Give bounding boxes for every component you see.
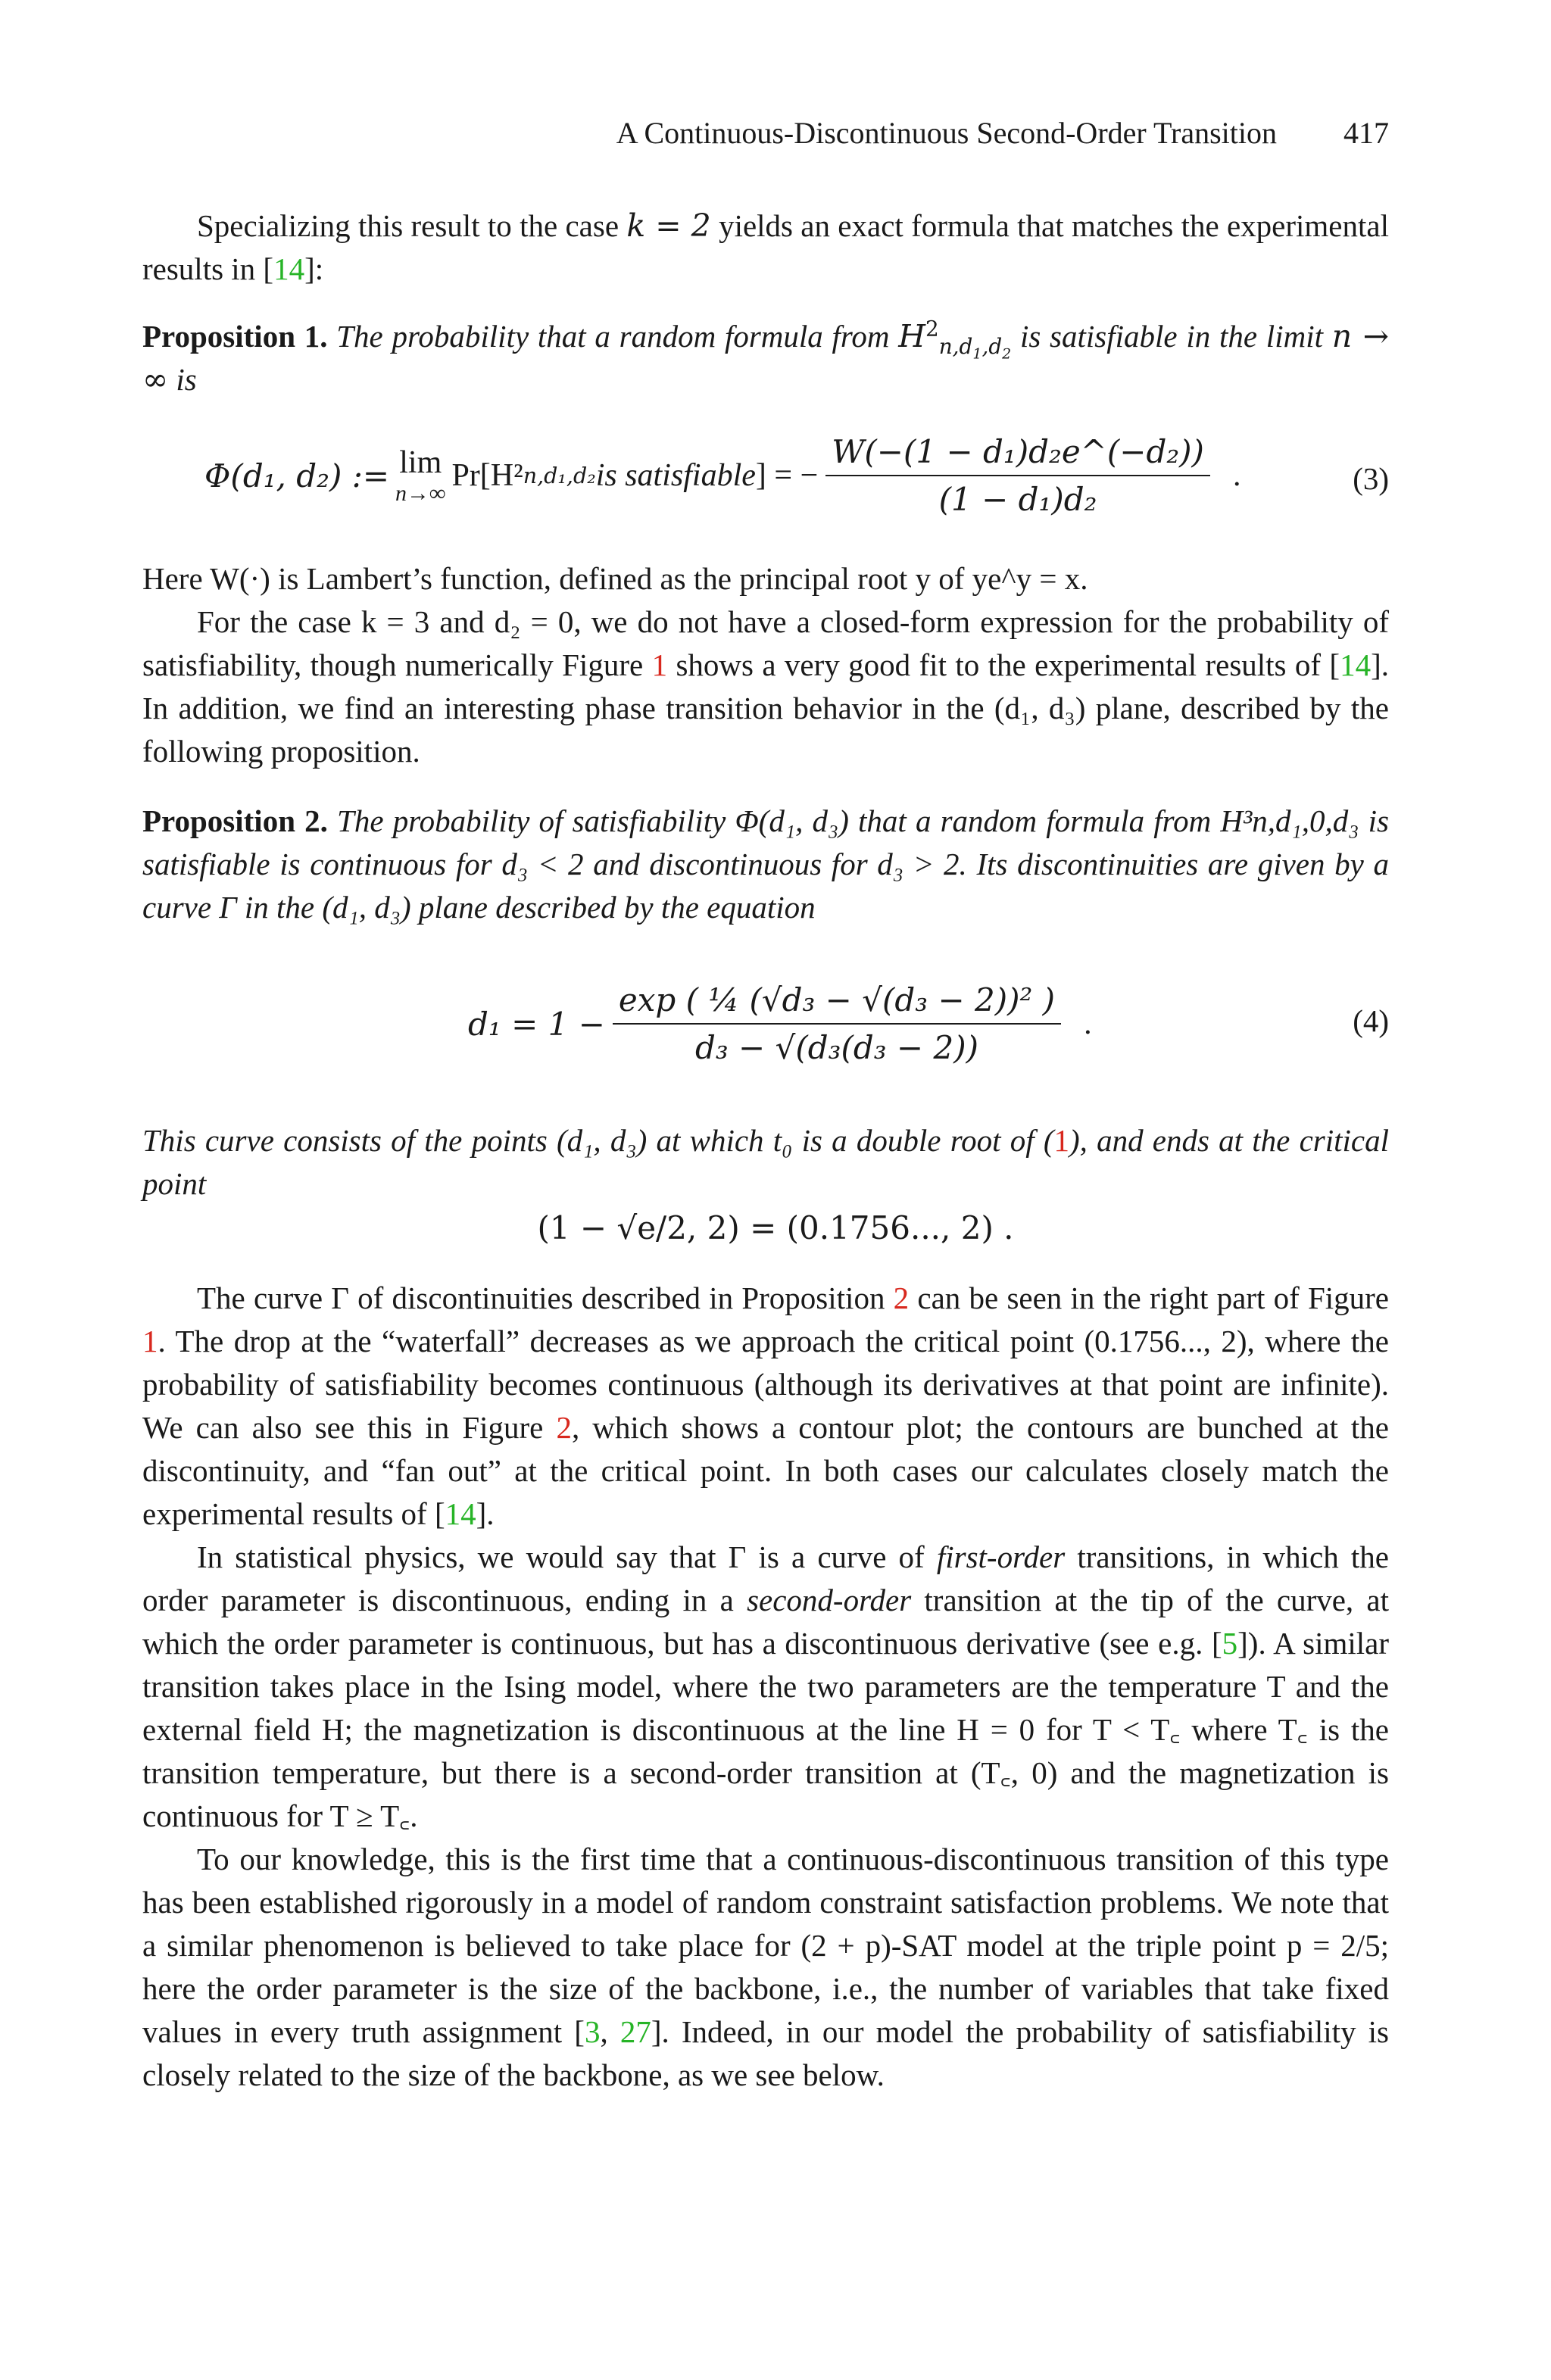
gamma-text: ].: [476, 1496, 495, 1531]
lim-sub: n→∞: [395, 481, 446, 506]
equation-link[interactable]: 1: [1053, 1123, 1069, 1158]
physics-text: transitions, in which the order parameter is discontinuous, ending in a: [142, 1539, 1389, 1617]
equation-4: [142, 963, 1389, 1084]
citation-link[interactable]: 14: [273, 251, 305, 286]
math-H: H: [898, 318, 925, 354]
physics-paragraph: [142, 1536, 1389, 1838]
eq3-close: ] = −: [755, 458, 819, 493]
citation-link[interactable]: 14: [445, 1496, 476, 1531]
eq3-numerator: W(−(1 − d₁)d₂e^(−d₂)): [825, 433, 1210, 476]
eq3-fraction: [825, 433, 1210, 518]
critical-point-formula: (1 − √e/2, 2) = (0.1756..., 2) .: [537, 1209, 1014, 1246]
eq3-satisfiable: is satisfiable: [595, 458, 756, 493]
eq3-end: .: [1232, 458, 1241, 493]
eq4-fraction: [613, 981, 1061, 1066]
proposition-text: The probability that a random formula from: [327, 319, 899, 354]
case3-paragraph: [142, 600, 1389, 773]
eq3-lhs: Φ(d₁, d₂) :=: [204, 457, 390, 494]
gamma-text: , which shows a contour plot; the contours are bunched at the discontinuity, and “fan out” at the critical point. In both cases our calculates closely match the experimental results of [: [142, 1410, 1389, 1531]
curve-text: This curve consists of the points (d₁, d₃) at which t₀ is a double root of (: [142, 1123, 1054, 1158]
citation-link[interactable]: 3: [584, 2014, 601, 2049]
equation-number: (3): [1353, 461, 1389, 496]
knowledge-text: ]. Indeed, in our model the probability of satisfiability is closely related to the size of the backbone, as we see below.: [142, 2014, 1389, 2092]
gamma-text: . The drop at the “waterfall” decreases as we approach the critical point (0.1756..., 2), where the probability of satisfiability becomes continuous (although its derivatives at that point are infinite). We can also see this in Figure: [142, 1324, 1389, 1445]
running-title: A Continuous-Discontinuous Second-Order Transition: [616, 116, 1277, 150]
gamma-text: The curve Γ of discontinuities described in Proposition: [197, 1280, 894, 1315]
eq3-denominator: (1 − d₁)d₂: [938, 481, 1097, 518]
proposition-1: Proposition 1. The probability that a random formula from $H^2_{n,d_1,d_2}$ is satisfiable in the limit n → ∞ is: [142, 316, 1389, 398]
eq3-pr: Pr[H²: [451, 458, 523, 493]
proposition-label: Proposition 2.: [142, 803, 328, 838]
equation-3: Φ(d₁, d₂) := lim n→∞ Pr[H² n,d₁,d₂ is satisfiable ] = − $\frac{\text{W(−(1 − d₁)d₂e\textasciicircum{}(−d₂))}}{\text{(1 − d₁)d₂}}$ . (3): [204, 433, 1389, 518]
case3-text: ]. In addition, we find an interesting phase transition behavior in the (d₁, d₃) plane, described by the following proposition.: [142, 647, 1389, 769]
limit-operator: [395, 444, 445, 507]
eq4-lhs: d₁ = 1 −: [468, 1005, 605, 1043]
second-order-term: second-order: [747, 1583, 912, 1617]
figure-link[interactable]: 2: [556, 1410, 572, 1445]
figure-link[interactable]: 1: [651, 647, 668, 682]
citation-separator: ,: [600, 2014, 620, 2049]
lambert-paragraph: [142, 557, 1389, 773]
equation-number: (4): [1353, 1003, 1389, 1038]
citation-link[interactable]: 14: [1340, 647, 1372, 682]
lim-text: lim: [399, 445, 442, 480]
page-number: 417: [1343, 116, 1389, 150]
first-order-term: first-order: [936, 1539, 1066, 1574]
intro-paragraph: [142, 204, 1389, 291]
intro-text: yields an exact formula that matches the experimental results in [: [142, 208, 1389, 286]
curve-paragraph: [142, 1119, 1389, 1206]
eq4-denominator: d₃ − √(d₃(d₃ − 2)): [694, 1029, 978, 1066]
case3-text: For the case k = 3 and d₂ = 0, we do not have a closed-form expression for the probability of satisfiability, though numerically Figure: [142, 604, 1389, 682]
gamma-paragraph: [142, 1277, 1389, 2097]
knowledge-text: To our knowledge, this is the first time that a continuous-discontinuous transition of this type has been established rigorously in a model of random constraint satisfaction problems. We note that a similar phenomenon is believed to take place for (2 + p)-SAT model at the triple point p = 2/5; here the order parameter is the size of the backbone, i.e., the number of variables that take fixed values in every truth assignment [: [142, 1842, 1389, 2049]
citation-link[interactable]: 5: [1222, 1626, 1238, 1661]
proposition-text: is satisfiable in the limit: [1011, 319, 1332, 354]
case3-text: shows a very good fit to the experimental results of [: [667, 647, 1340, 682]
proposition-link[interactable]: 2: [893, 1280, 910, 1315]
math-limit: n → ∞: [142, 318, 1389, 398]
proposition-label: Proposition 1.: [142, 319, 328, 354]
physics-text: transition at the tip of the curve, at which the order parameter is continuous, but has a discontinuous derivative (see e.g. [: [142, 1583, 1389, 1661]
curve-text: ), and ends at the critical point: [142, 1123, 1389, 1201]
proposition-2: [142, 800, 1389, 929]
math-k2: k = 2: [626, 207, 711, 244]
gamma-text: can be seen in the right part of Figure: [909, 1280, 1389, 1315]
intro-text: Specializing this result to the case: [197, 208, 627, 243]
proposition-text: is: [168, 362, 197, 397]
figure-link[interactable]: 1: [142, 1324, 158, 1358]
knowledge-paragraph: [142, 1838, 1389, 2097]
math-sup: 2: [925, 316, 939, 342]
proposition-text: The probability of satisfiability Φ(d₁, d₃) that a random formula from H³n,d₁,0,d₃ is satisfiable is continuous for d₃ < 2 and discontinuous for d₃ > 2. Its discontinuities are given by a curve Γ in the (d₁, d₃) plane described by the equation: [142, 803, 1390, 925]
citation-link[interactable]: 27: [619, 2014, 651, 2049]
running-header: [0, 115, 1389, 151]
intro-text: ]:: [304, 251, 324, 286]
physics-text: ]). A similar transition takes place in the Ising model, where the two parameters are the temperature T and the external field H; the magnetization is discontinuous at the line H = 0 for T < T꜀ where T꜀ is the transition temperature, but there is a second-order transition at (T꜀, 0) and the magnetization is continuous for T ≥ T꜀.: [142, 1626, 1389, 1833]
eq4-end: .: [1084, 1006, 1092, 1041]
physics-text: In statistical physics, we would say that Γ is a curve of: [197, 1539, 937, 1574]
eq4-numerator: exp ( ¼ (√d₃ − √(d₃ − 2))² ): [613, 981, 1061, 1025]
lambert-text: Here W(·) is Lambert’s function, defined as the principal root y of ye^y = x.: [142, 561, 1088, 596]
